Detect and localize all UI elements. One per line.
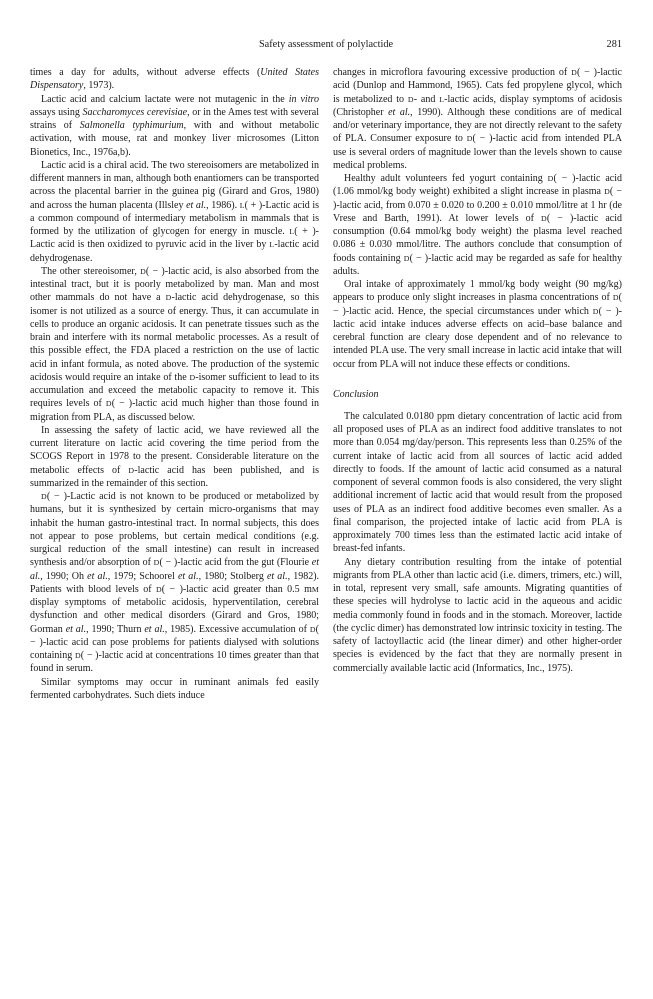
small-caps-text: D	[571, 68, 577, 77]
italic-text: Salmonella typhimurium	[79, 120, 184, 131]
paragraph: Lactic acid is a chiral acid. The two stereoisomers are metabolized in different manners in man, although both enantiomers can be transported across the placental barrier in the guinea pig (Girard and Gros, 1980) and across the human placenta (Illsley et al., 1986). L( + )-Lactic acid is a common compound of intermediary metabolism in mammals that is formed by the utilization of glycogen for energy in muscle. L( + )-Lactic acid is then oxidized to pyruvic acid in the liver by L-lactic acid dehydrogenase.	[30, 159, 319, 264]
right-column	[333, 66, 622, 675]
paragraph: Healthy adult volunteers fed yogurt containing D( − )-lactic acid (1.06 mmol/kg body weight) exhibited a slight increase in plasma D( − )-lactic acid, from 0.070 ± 0.020 to 0.200 ± 0.010 mmol/litre at 1 hr (de Vrese and Barth, 1991). At lower levels of D( − )-lactic acid consumption (0.64 mmol/kg body weight) the plasma level reached 0.086 ± 0.030 mmol/litre. The authors conclude that consumption of foods containing D( − )-lactic acid may be regarded as safe for healthy adults.	[333, 173, 623, 277]
small-caps-text: D	[128, 465, 135, 475]
italic-text: et al.	[177, 570, 199, 582]
small-caps-text: D	[541, 213, 547, 223]
small-caps-text: D	[41, 492, 47, 501]
paragraph: The other stereoisomer, D( − )-lactic acid, is also absorbed from the intestinal tract, but it is poorly metabolized by man. Man and most other mammals do not have a D-lactic acid dehydrogenase, so this isomer is not utilized as a source of energy. Thus, it can accumulate in cells to produce an organic acidosis. It can penetrate tissues such as the brain and interfere with its normal metabolic processes. As a result of this possible effect, the FDA placed a restriction on the use of lactic acid in infant formula, as noted above. The production of the systemic acidosis would require an intake of the D-isomer sufficient to lead to its accumulation and exceed the metabolic capacity to remove it. This requires levels of D( − )-lactic acid much higher than those found in migration from PLA, as discussed below.	[30, 265, 320, 423]
small-caps-text: D	[74, 651, 81, 660]
running-title: Safety assessment of polylactide	[258, 39, 394, 50]
section-heading: Conclusion	[333, 388, 379, 400]
small-caps-text: D	[547, 174, 554, 183]
paragraph: In assessing the safety of lactic acid, we have reviewed all the current literature on lactic acid covering the time period from the SCOGS Report in 1978 to the present. Considerable literature on the metabolic effects of D-lactic acid has been published, and is summarized in the remainder of this section.	[30, 424, 319, 489]
small-caps-text: D	[105, 399, 112, 409]
italic-text: et al.	[87, 570, 108, 582]
italic-text: et al.	[144, 623, 165, 635]
small-caps-text: L	[269, 240, 275, 250]
small-caps-text: D	[309, 624, 316, 634]
running-header	[30, 38, 622, 52]
small-caps-text: L	[439, 94, 445, 104]
small-caps-text: D	[140, 266, 146, 276]
italic-text: Saccharomyces cerevisiae	[82, 106, 188, 118]
paragraph: Oral intake of approximately 1 mmol/kg body weight (90 mg/kg) appears to produce only slight increases in plasma concentrations of D( − )-lactic acid. Hence, the special circumstances under which D( − )-lactic acid intake induces adverse effects on acid–base balance and cerebral function are cleary dose dependent and of no relevance to intended PLA use. The very small increase in lactic acid intake that will occur from PLA will not induce these effects or conditions.	[333, 279, 622, 370]
small-caps-text: D	[466, 134, 473, 144]
paragraph: changes in microflora favouring excessive production of D( − )-lactic acid (Dunlop and Hammond, 1965). Cats fed propylene glycol, which is metabolized to D- and L-lactic acids, display symptoms of acidosis (Christopher et al., 1990). Although these conditions are of medical and/or veterinary importance, they are not directly relevant to the safety of PLA. Consumer exposure to D( − )-lactic acid from intended PLA use is several orders of magnitude lower than the levels shown to cause medical problems.	[333, 67, 623, 171]
paragraph: Any dietary contribution resulting from the intake of potential migrants from PLA other than lactic acid (i.e. dimers, trimers, etc.) will, in total, represent very small, safe amounts. Migrating quantities of these species will hydrolyse to lactic acid in the aqueous and acidic media commonly found in foods and in the stomach. Moreover, lactide (the cyclic dimer) has demonstrated low intrinsic toxicity in testing. The safety of lactoyllactic acid (the linear dimer) and other higher-order species is evidenced by the fact that they are normally present in commercially available lactic acid (Informatics, Inc., 1975).	[333, 556, 622, 674]
italic-text: et al.	[388, 106, 411, 118]
paragraph: D( − )-Lactic acid is not known to be produced or metabolized by humans, but it is synthesized by certain micro-organisms that may inhabit the human gastro-intestinal tract. In normal subjects, this does not appear to pose problems, but certain medical conditions (e.g. surgical reduction of the small intestine) can result in increased synthesis and/or absorption of D( − )-lactic acid from the gut (Flourie et al., 1990; Oh et al., 1979; Schoorel et al., 1980; Stolberg et al., 1982). Patients with blood levels of D( − )-lactic acid greater than 0.5 mM display symptoms of metabolic acidosis, hyperventilation, cerebral dysfunction and other medical disorders (Girard and Gros, 1980; Gorman et al., 1990; Thurn et al., 1985). Excessive accumulation of D( − )-lactic acid can pose problems for patients dialysed with solutions containing D( − )-lactic acid at concentrations 10 times greater than that found in serum.	[30, 491, 320, 675]
italic-text: et al.	[30, 557, 319, 582]
italic-text: in vitro	[288, 93, 319, 105]
italic-text: et al.	[65, 623, 87, 635]
left-column	[30, 66, 319, 702]
paragraph: Similar symptoms may occur in ruminant animals fed easily fermented carbohydrates. Such diets induce	[30, 676, 319, 701]
page-number: 281	[606, 39, 622, 50]
italic-text: et al.	[186, 199, 207, 211]
small-caps-text: D	[407, 94, 414, 104]
italic-text: United States Dispensatory	[30, 67, 320, 92]
small-caps-text: L	[289, 227, 295, 236]
small-caps-text: L	[239, 200, 245, 210]
small-caps-text: D	[155, 584, 162, 594]
small-caps-text: D	[165, 293, 172, 303]
small-caps-text: D	[153, 558, 160, 568]
small-caps-text: D	[612, 293, 619, 303]
paragraph: The calculated 0.0180 ppm dietary concentration of lactic acid from all proposed uses of PLA as an indirect food additive translates to not more than 0.054 mg/day/person. This represents less than 0.25% of the current intake of lactic acid from all sources of lactic acid added directly to foods. If the amount of lactic acid consumed as a natural component of several common foods is also considered, the very slight additional increment of lactic acid that would result from the proposed uses of PLA as an indirect food additive becomes even smaller. As a final comparison, the projected intake of lactic acid from PLA is approximately 700 times less than the estimated lactic acid intake of breast-fed infants.	[333, 410, 622, 555]
small-caps-text: D	[592, 306, 599, 316]
paragraph: times a day for adults, without adverse effects (United States Dispensatory, 1973).	[30, 67, 320, 92]
paragraph: Lactic acid and calcium lactate were not mutagenic in the in vitro assays using Saccharomyces cerevisiae, or in the Ames test with several strains of Salmonella typhimurium, with and without metabolic activation, with mouse, rat and monkey liver microsomes (Litton Bionetics, Inc., 1976a,b).	[30, 93, 319, 158]
italic-text: et al.	[266, 570, 288, 582]
small-caps-text: D	[403, 253, 410, 263]
small-caps-text: M	[311, 584, 319, 594]
small-caps-text: D	[189, 372, 196, 382]
small-caps-text: D	[604, 187, 610, 197]
